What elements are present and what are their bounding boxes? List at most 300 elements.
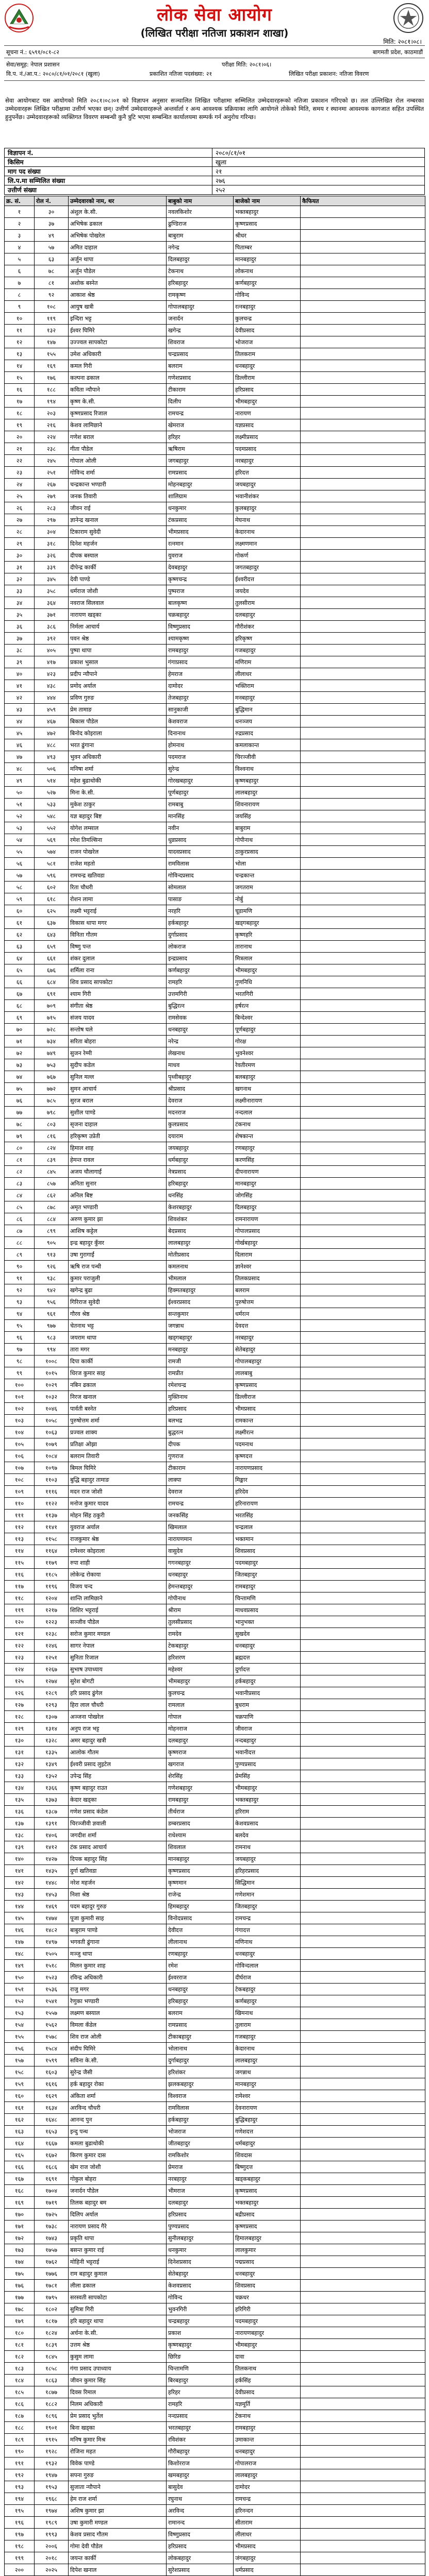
roll-cell: ४२३ — [35, 668, 69, 680]
roll-cell: १२८९ — [35, 1687, 69, 1699]
candidate-name-cell: धर्मराज जोशी — [69, 585, 167, 597]
remarks-cell — [301, 1415, 425, 1427]
grandfather-name-cell: भक्तबहादुर — [234, 2197, 301, 2209]
candidate-name-cell: रोशन लामा — [69, 893, 167, 905]
serial-cell: २९ — [5, 538, 35, 550]
table-row — [5, 2244, 425, 2256]
roll-cell: १४७४ — [35, 1912, 69, 1924]
father-name-cell: भीमलाल — [167, 1273, 234, 1284]
roll-cell: ६७६ — [35, 964, 69, 976]
roll-cell: ५१४ — [35, 775, 69, 787]
candidate-name-cell: लक्ष्मी भट्टराई — [69, 905, 167, 917]
roll-cell: १९६८ — [35, 2493, 69, 2505]
grandfather-name-cell: हरिहरप्रसाद — [234, 1865, 301, 1877]
roll-cell: ८६२ — [35, 1190, 69, 1201]
grandfather-name-cell: भक्तबहादुर — [234, 206, 301, 218]
grandfather-name-cell: हिमालबहादुर — [234, 2232, 301, 2244]
table-row — [5, 1462, 425, 1474]
table-row — [5, 988, 425, 1000]
roll-cell: ६०२ — [35, 882, 69, 893]
father-name-cell: देवराज — [167, 1486, 234, 1498]
roll-cell: ८४५ — [35, 1166, 69, 1178]
father-name-cell: भोलानाथ — [167, 2043, 234, 2055]
father-name-cell: तुलसीप्रसाद — [167, 1616, 234, 1628]
grandfather-name-cell: रामनारायण — [234, 1213, 301, 1225]
grandfather-name-cell: जयबहादुर — [234, 1853, 301, 1865]
remarks-cell — [301, 1047, 425, 1059]
table-row — [5, 2268, 425, 2280]
remarks-cell — [301, 1438, 425, 1450]
table-row — [5, 2564, 425, 2576]
roll-cell: २६७ — [35, 479, 69, 490]
candidate-name-cell: सरिता बोहरा — [69, 1036, 167, 1047]
father-name-cell: श्यामकृष्ण — [167, 633, 234, 645]
candidate-name-cell: सुभाष उपाध्याय — [69, 1664, 167, 1675]
grandfather-name-cell: गणेशदत्त — [234, 2126, 301, 2138]
father-name-cell: जनार्दन — [167, 313, 234, 325]
candidate-name-cell: अनुप राज भट्ट — [69, 1723, 167, 1735]
father-name-cell: टेकबहादुर — [167, 1640, 234, 1652]
grandfather-name-cell: दलबहादुर — [234, 609, 301, 621]
serial-cell: १२६ — [5, 1687, 35, 1699]
remarks-cell — [301, 1178, 425, 1190]
grandfather-name-cell: जोगसिंह — [234, 1190, 301, 1201]
serial-cell: १९२ — [5, 2469, 35, 2481]
grandfather-name-cell: चक्रपाणि — [234, 1711, 301, 1723]
roll-cell: १७५७ — [35, 2244, 69, 2256]
roll-cell: १०६३ — [35, 1427, 69, 1438]
father-name-cell: हरिशंकर — [167, 2066, 234, 2078]
candidate-name-cell: बिकास पौडेल — [69, 716, 167, 727]
roll-cell: ७५३ — [35, 1059, 69, 1071]
serial-cell: ४९ — [5, 775, 35, 787]
candidate-name-cell: अञ्जना पोखरेल — [69, 1711, 167, 1723]
candidate-name-cell: कविता न्यौपाने — [69, 384, 167, 396]
candidate-name-cell: आयुष खत्री — [69, 301, 167, 313]
candidate-name-cell: आकाश श्रेष्ठ — [69, 289, 167, 301]
grandfather-name-cell: भीमप्रसाद — [234, 2540, 301, 2552]
father-name-cell: जयबहादुर — [167, 1142, 234, 1154]
table-header-row — [5, 196, 425, 206]
grandfather-name-cell: ज्ञानेश्वर — [234, 1261, 301, 1273]
table-row — [5, 1616, 425, 1628]
serial-cell: ८१ — [5, 1154, 35, 1166]
grandfather-name-cell: देवनारायण — [234, 2102, 301, 2114]
father-name-cell: नन्दप्रसाद — [167, 2410, 234, 2422]
remarks-cell — [301, 1675, 425, 1687]
father-name-cell: गोविन्दप्रसाद — [167, 870, 234, 882]
remarks-cell — [301, 2268, 425, 2280]
roll-cell: १८२४ — [35, 2327, 69, 2339]
roll-cell: ४७२ — [35, 727, 69, 739]
candidate-name-cell: देवी पाण्डे — [69, 573, 167, 585]
serial-cell: ३८ — [5, 645, 35, 656]
remarks-cell — [301, 1735, 425, 1747]
roll-cell: ४४४ — [35, 692, 69, 704]
serial-cell: १८९ — [5, 2434, 35, 2446]
table-row — [5, 1130, 425, 1142]
serial-cell: २१ — [5, 443, 35, 455]
roll-cell: ६३७ — [35, 917, 69, 929]
roll-cell: ६५९ — [35, 941, 69, 953]
table-row — [5, 1296, 425, 1308]
grandfather-name-cell: नोर्बु — [234, 893, 301, 905]
table-row — [5, 633, 425, 645]
candidate-name-cell: सुजाता न्यौपाने — [69, 2481, 167, 2493]
grandfather-name-cell: केदारनाथ — [234, 526, 301, 538]
serial-cell: २७ — [5, 514, 35, 526]
roll-cell: ८८४ — [35, 1213, 69, 1225]
serial-cell: २५ — [5, 490, 35, 502]
father-name-cell: केशवराज — [167, 716, 234, 727]
table-row — [5, 1284, 425, 1296]
table-row — [5, 443, 425, 455]
remarks-cell — [301, 1450, 425, 1462]
table-row — [5, 1936, 425, 1948]
grandfather-name-cell: चन्द्रकान्त — [234, 870, 301, 882]
candidate-name-cell: गिरिराज सुवेदी — [69, 1296, 167, 1308]
roll-cell: ८१६ — [35, 1130, 69, 1142]
remarks-cell — [301, 336, 425, 348]
table-row — [5, 1510, 425, 1521]
roll-cell: १२४६ — [35, 1640, 69, 1652]
roll-cell: ६८४ — [35, 976, 69, 988]
serial-cell: १७१ — [5, 2221, 35, 2232]
table-row — [5, 1107, 425, 1118]
serial-cell: १७ — [5, 396, 35, 408]
table-row — [5, 704, 425, 716]
remarks-cell — [301, 1924, 425, 1936]
candidate-name-cell: जीवन राई — [69, 502, 167, 514]
grandfather-name-cell: हरिदेव — [234, 1486, 301, 1498]
roll-cell: ८९९ — [35, 1225, 69, 1237]
roll-cell: ११५८ — [35, 1533, 69, 1545]
remarks-cell — [301, 1273, 425, 1284]
candidate-name-cell: सुरेन्द्र जैसी — [69, 2066, 167, 2078]
candidate-name-cell: चिरञ्जीवी ज्ञवाली — [69, 1818, 167, 1829]
father-name-cell: गुणराज — [167, 1450, 234, 1462]
table-row — [5, 1355, 425, 1367]
table-row — [5, 1000, 425, 1012]
father-name-cell: हरिहर — [167, 2386, 234, 2398]
remarks-cell — [301, 1237, 425, 1249]
serial-cell: ८७ — [5, 1225, 35, 1237]
grandfather-name-cell: नरबहादुर — [234, 1332, 301, 1344]
roll-cell: ९२६ — [35, 1261, 69, 1273]
table-row — [5, 1723, 425, 1735]
father-name-cell: खगराज — [167, 1758, 234, 1770]
serial-cell: ३० — [5, 550, 35, 562]
table-row — [5, 467, 425, 479]
table-row — [5, 1877, 425, 1889]
remarks-cell — [301, 490, 425, 502]
grandfather-name-cell: खिमनाथ — [234, 2007, 301, 2019]
remarks-cell — [301, 2161, 425, 2173]
father-name-cell: अरविन्द — [167, 2505, 234, 2517]
grandfather-name-cell: हर्षरत्न — [234, 1000, 301, 1012]
serial-cell: ४५ — [5, 727, 35, 739]
table-row — [5, 1829, 425, 1841]
grandfather-name-cell: रेवतीरमण — [234, 1059, 301, 1071]
grandfather-name-cell: भोजराज — [234, 336, 301, 348]
candidate-name-cell: लीला ढकाल — [69, 2280, 167, 2292]
candidate-name-cell: प्रतिक्षा ओझा — [69, 1438, 167, 1450]
candidate-name-cell: मनोज कुमार यादव — [69, 1498, 167, 1510]
father-name-cell: विष्णुप्रसाद — [167, 2529, 234, 2540]
father-name-cell: चक्रबहादुर — [167, 609, 234, 621]
remarks-cell — [301, 1628, 425, 1640]
father-name-cell: बलभद्र — [167, 1415, 234, 1427]
father-name-cell: रामजी — [167, 1355, 234, 1367]
table-row — [5, 1367, 425, 1379]
serial-cell: १०१ — [5, 1391, 35, 1403]
serial-cell: ५७ — [5, 870, 35, 882]
roll-cell: ११४१ — [35, 1521, 69, 1533]
serial-cell: ४३ — [5, 704, 35, 716]
table-row — [5, 1664, 425, 1675]
grandfather-name-cell: लीलाधर — [234, 2529, 301, 2540]
serial-cell: २४ — [5, 479, 35, 490]
roll-cell: १६५३ — [35, 2126, 69, 2138]
serial-cell: १३५ — [5, 1794, 35, 1806]
father-name-cell: पृथ्वीबहादुर — [167, 1071, 234, 1083]
remarks-cell — [301, 230, 425, 242]
table-row — [5, 1770, 425, 1782]
remarks-cell — [301, 775, 425, 787]
serial-cell: १९५ — [5, 2505, 35, 2517]
father-name-cell: रमेश — [167, 1960, 234, 1972]
roll-cell: ४६७ — [35, 716, 69, 727]
roll-cell: १३८७ — [35, 1806, 69, 1818]
serial-cell: १४३ — [5, 1889, 35, 1901]
table-row — [5, 242, 425, 253]
serial-cell: २३ — [5, 467, 35, 479]
candidate-name-cell: सुजन रेग्मी — [69, 1047, 167, 1059]
table-row — [5, 1758, 425, 1770]
grandfather-name-cell: कृष्णबहादुर — [234, 775, 301, 787]
roll-cell: ३०४ — [35, 526, 69, 538]
intro-paragraph: सेवा आयोगबाट यस आयोगको मिति २०८१।०८।०१ को विज्ञापन अनुसार सञ्चालित लिखित परीक्षामा सम्मिलित उम्मेदवारहरूको नतिजा प्रकाशन गरिएको छ। तल उल्लिखित रोल नम्बरका उम्मेदवारहरू लिखित परीक्षामा उत्तीर्ण भएका छन्। उत्तीर्ण उम्मेदवारहरूले अन्तर्वार्ता र अन्य आवश्यक प्रक्रियाका लागि आयोगले तोकेको मिति, समय र स्थानमा आवश्यक कागजात सहित उपस्थित हुनुपर्नेछ। उम्मेदवारहरूको व्यक्तिगत विवरण सम्बन्धी कुनै त्रुटि भएमा सम्बन्धित कार्यालयमा सम्पर्क गर्न अनुरोध गरिन्छ। — [5, 97, 424, 121]
father-name-cell: सोमलाल — [167, 882, 234, 893]
candidate-name-cell: महेश बुढाथोकी — [69, 775, 167, 787]
roll-cell: ७३४ — [35, 1036, 69, 1047]
serial-cell: ६७ — [5, 988, 35, 1000]
candidate-name-cell: विजय चन्द — [69, 1581, 167, 1592]
father-name-cell: दिलीप — [167, 396, 234, 408]
remarks-cell — [301, 1794, 425, 1806]
remarks-cell — [301, 2090, 425, 2102]
remarks-cell — [301, 1545, 425, 1557]
candidate-name-cell: कृष्णप्रसाद रिजाल — [69, 408, 167, 419]
table-row — [5, 2469, 425, 2481]
candidate-name-cell: रिता चौधरी — [69, 882, 167, 893]
serial-cell: २०० — [5, 2564, 35, 2576]
father-name-cell: लेखनाथ — [167, 1047, 234, 1059]
table-row — [5, 870, 425, 882]
serial-cell: १२१ — [5, 1628, 35, 1640]
grandfather-name-cell: शिवनारायण — [234, 799, 301, 810]
table-row — [5, 1142, 425, 1154]
father-name-cell: मोतीप्रसाद — [167, 1249, 234, 1261]
father-name-cell: इन्द्रप्रसाद — [167, 953, 234, 964]
serial-cell: ५६ — [5, 858, 35, 870]
candidate-name-cell: मोहिनी भट्टराई — [69, 2256, 167, 2268]
table-row — [5, 360, 425, 372]
serial-cell: ८० — [5, 1142, 35, 1154]
father-name-cell: रामानन्द — [167, 2517, 234, 2529]
summary-value: २५२ — [212, 185, 425, 195]
roll-cell: ५७४ — [35, 846, 69, 858]
table-row — [5, 1841, 425, 1853]
remarks-cell — [301, 1012, 425, 1024]
candidate-name-cell: विष्णु पन्त — [69, 941, 167, 953]
roll-cell: १३६६ — [35, 1782, 69, 1794]
serial-cell: १७२ — [5, 2232, 35, 2244]
summary-row — [5, 158, 425, 167]
roll-cell: ८१ — [35, 277, 69, 289]
roll-cell: ५६९ — [35, 834, 69, 846]
candidate-name-cell: जगदीश शर्मा — [69, 1829, 167, 1841]
serial-cell: ११५ — [5, 1557, 35, 1569]
serial-cell: ३९ — [5, 656, 35, 668]
roll-cell: १६४८ — [35, 2114, 69, 2126]
grandfather-name-cell: रामेश्वर — [234, 2090, 301, 2102]
candidate-name-cell: केशव प्रसाद गौतम — [69, 2529, 167, 2540]
candidate-name-cell: भुवन अधिकारी — [69, 751, 167, 763]
serial-cell: १५३ — [5, 2007, 35, 2019]
candidate-name-cell: कुसुम लामा — [69, 2351, 167, 2363]
remarks-cell — [301, 372, 425, 384]
father-name-cell: होमनाथ — [167, 739, 234, 751]
candidate-name-cell: लक्ष्मण बस्याल — [69, 2007, 167, 2019]
table-row — [5, 1438, 425, 1450]
grandfather-name-cell: भोला — [234, 858, 301, 870]
table-row — [5, 325, 425, 336]
table-row — [5, 1498, 425, 1510]
grandfather-name-cell: जितबहादुर — [234, 1569, 301, 1581]
col-roll: रोल नं. — [35, 196, 69, 206]
father-name-cell: प्रेमराज — [167, 2161, 234, 2173]
candidate-name-cell: इन्द्र बहादुर कुँवर — [69, 1237, 167, 1249]
grandfather-name-cell: बद्रीप्रसाद — [234, 2209, 301, 2221]
notice-number: सूचना नं.: ६५९१/०८१-८२ — [6, 49, 59, 56]
grandfather-name-cell: जयसिंह — [234, 810, 301, 822]
grandfather-name-cell: रुद्रप्रसाद — [234, 727, 301, 739]
serial-cell: १४ — [5, 360, 35, 372]
father-name-cell: हिक्मतबहादुर — [167, 1284, 234, 1296]
table-row — [5, 1201, 425, 1213]
grandfather-name-cell: भीमबहादुर — [234, 964, 301, 976]
remarks-cell — [301, 704, 425, 716]
roll-cell: ११७९ — [35, 1557, 69, 1569]
serial-cell: ४४ — [5, 716, 35, 727]
serial-cell: १७७ — [5, 2292, 35, 2303]
serial-cell: ११३ — [5, 1533, 35, 1545]
table-row — [5, 1118, 425, 1130]
candidate-name-cell: गणेश बराल — [69, 431, 167, 443]
remarks-cell — [301, 2019, 425, 2031]
table-row — [5, 1237, 425, 1249]
roll-cell: १८७७ — [35, 2386, 69, 2398]
grandfather-name-cell: तिलकराम — [234, 348, 301, 360]
father-name-cell: गोपाल — [167, 1711, 234, 1723]
serial-cell: ३६ — [5, 621, 35, 633]
candidate-name-cell: हिरा लाल चौधरी — [69, 1699, 167, 1711]
table-row — [5, 2149, 425, 2161]
father-name-cell: देवबहादुर — [167, 562, 234, 573]
roll-cell: ५०६ — [35, 763, 69, 775]
candidate-name-cell: दिपेश खनाल — [69, 2564, 167, 2576]
table-row — [5, 1415, 425, 1427]
father-name-cell: हर्कबहादुर — [167, 917, 234, 929]
roll-cell: ३७१ — [35, 609, 69, 621]
remarks-cell — [301, 2256, 425, 2268]
remarks-cell — [301, 1818, 425, 1829]
remarks-cell — [301, 2138, 425, 2149]
father-name-cell: शालिग्राम — [167, 490, 234, 502]
candidate-name-cell: रेणुका भण्डारी — [69, 1995, 167, 2007]
grandfather-name-cell: मिङ्मार — [234, 1474, 301, 1486]
serial-cell: १९३ — [5, 2481, 35, 2493]
candidate-name-cell: सुमन आचार्य — [69, 1083, 167, 1095]
remarks-cell — [301, 1604, 425, 1616]
remarks-cell — [301, 2078, 425, 2090]
remarks-cell — [301, 2327, 425, 2339]
grandfather-name-cell: तारानाथ — [234, 941, 301, 953]
candidate-name-cell: प्रज्वल शाक्य — [69, 1427, 167, 1438]
father-name-cell: खड्गबहादुर — [167, 1332, 234, 1344]
serial-cell: ३२ — [5, 573, 35, 585]
roll-cell: ७७२ — [35, 1083, 69, 1095]
table-row — [5, 2031, 425, 2043]
roll-cell: ५४८ — [35, 810, 69, 822]
candidate-name-cell: मिलन कुमार शाह — [69, 1960, 167, 1972]
roll-cell: ७४९ — [35, 1047, 69, 1059]
candidate-name-cell: उषा गुरागाईं — [69, 1249, 167, 1261]
grandfather-name-cell: तिलकनाथ — [234, 2363, 301, 2375]
father-name-cell: यादवप्रसाद — [167, 846, 234, 858]
serial-cell: ५२ — [5, 810, 35, 822]
candidate-name-cell: जीवन कुमार सिंह — [69, 2375, 167, 2386]
grandfather-name-cell: धनबहादुर — [234, 2268, 301, 2280]
roll-cell: ९१३ — [35, 1249, 69, 1261]
serial-cell: १४८ — [5, 1948, 35, 1960]
grandfather-name-cell: गोकर्ण — [234, 550, 301, 562]
grandfather-name-cell: नारायणप्रसाद — [234, 1462, 301, 1474]
serial-cell: ९३ — [5, 1296, 35, 1308]
exam-date: परीक्षा मिति: २०८१।०६। — [222, 61, 272, 68]
grandfather-name-cell: गोपालबहादुर — [234, 1355, 301, 1367]
summary-table — [4, 148, 425, 195]
grandfather-name-cell: धनबहादुर — [234, 360, 301, 372]
grandfather-name-cell: कर्णबहादुर — [234, 277, 301, 289]
org-title: लोक सेवा आयोग — [157, 5, 272, 25]
roll-cell: १३०७ — [35, 1711, 69, 1723]
roll-cell: ३५८ — [35, 585, 69, 597]
grandfather-name-cell: शिवप्रसाद — [234, 1545, 301, 1557]
table-row — [5, 1924, 425, 1936]
table-row — [5, 2078, 425, 2090]
table-row — [5, 1545, 425, 1557]
remarks-cell — [301, 538, 425, 550]
table-row — [5, 846, 425, 858]
father-name-cell: कृष्णप्रसाद — [167, 1865, 234, 1877]
remarks-cell — [301, 1071, 425, 1083]
remarks-cell — [301, 1403, 425, 1415]
father-name-cell: बाबुराम — [167, 230, 234, 242]
roll-cell: १८१७ — [35, 2315, 69, 2327]
roll-cell: ६३ — [35, 253, 69, 265]
